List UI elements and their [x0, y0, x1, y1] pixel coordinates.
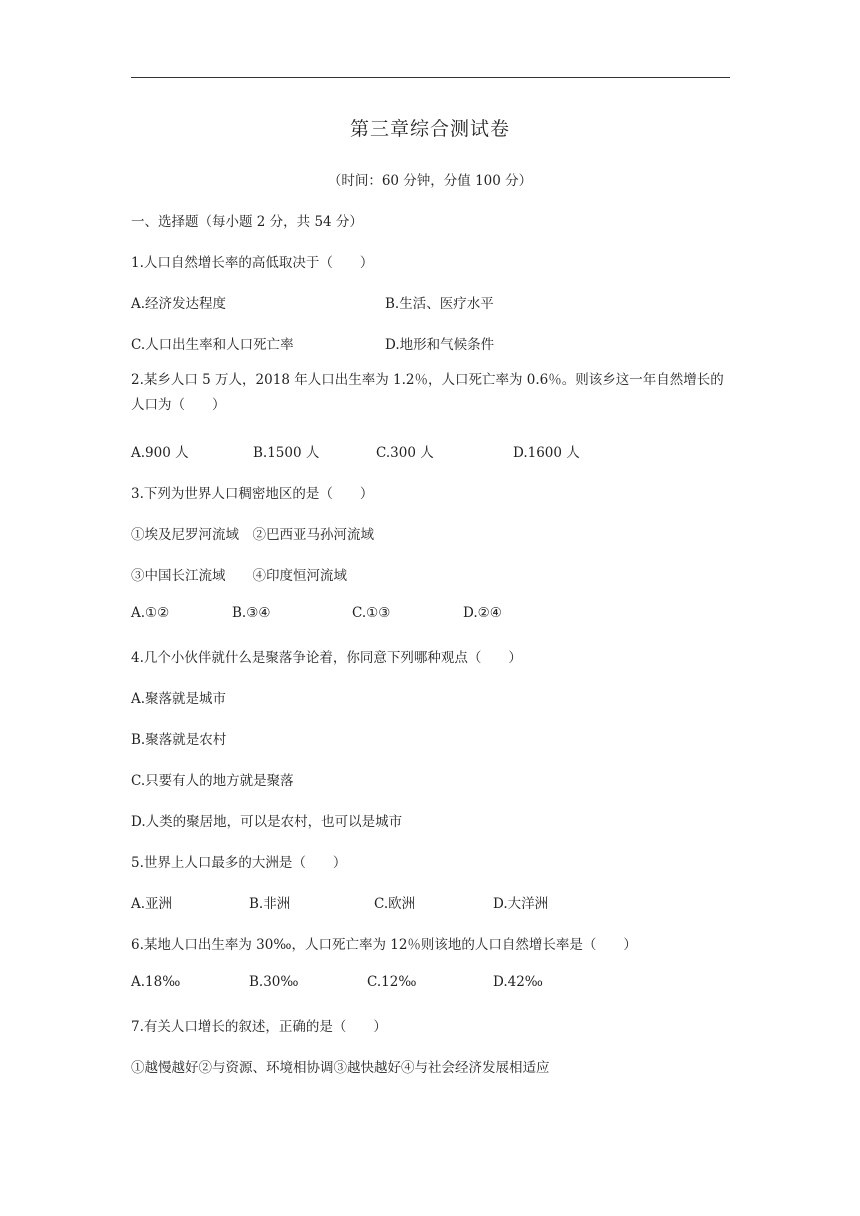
question-1-option-c: C.人口出生率和人口死亡率: [131, 337, 294, 353]
question-7-item-line: ①越慢越好②与资源、环境相协调③越快越好④与社会经济发展相适应: [131, 1060, 550, 1076]
question-7-stem: 7.有关人口增长的叙述，正确的是（ ）: [131, 1019, 387, 1035]
question-4-stem: 4.几个小伙伴就什么是聚落争论着，你同意下列哪种观点（ ）: [131, 650, 522, 666]
question-2-option-c: C.300 人: [376, 445, 434, 461]
question-3-item-line-2: ③中国长江流域 ④印度恒河流域: [131, 568, 347, 584]
question-4-option-b: B.聚落就是农村: [131, 732, 227, 748]
question-4-option-a: A.聚落就是城市: [131, 691, 227, 707]
question-6-stem: 6.某地人口出生率为 30‰，人口死亡率为 12％则该地的人口自然增长率是（ ）: [131, 937, 637, 953]
question-5-stem: 5.世界上人口最多的大洲是（ ）: [131, 855, 347, 871]
question-3-option-a: A.①②: [131, 605, 170, 621]
question-6-option-a: A.18‰: [131, 974, 181, 990]
header-rule: [131, 77, 730, 78]
question-1-option-a: A.经济发达程度: [131, 296, 227, 312]
question-5-option-a: A.亚洲: [131, 896, 173, 912]
question-4-option-d: D.人类的聚居地，可以是农村，也可以是城市: [131, 814, 403, 830]
question-2-option-b: B.1500 人: [253, 445, 320, 461]
section-heading: 一、选择题（每小题 2 分，共 54 分）: [131, 214, 363, 230]
question-3-option-d: D.②④: [463, 605, 502, 621]
question-1-stem: 1.人口自然增长率的高低取决于（ ）: [131, 255, 374, 271]
question-3-option-c: C.①③: [352, 605, 391, 621]
question-5-option-c: C.欧洲: [374, 896, 416, 912]
question-2-option-a: A.900 人: [131, 445, 189, 461]
exam-info: （时间：60 分钟，分值 100 分）: [327, 173, 533, 189]
question-2-option-d: D.1600 人: [513, 445, 580, 461]
question-3-stem: 3.下列为世界人口稠密地区的是（ ）: [131, 486, 374, 502]
question-5-option-d: D.大洋洲: [493, 896, 549, 912]
question-1-option-b: B.生活、医疗水平: [385, 296, 494, 312]
question-3-option-b: B.③④: [232, 605, 271, 621]
question-6-option-d: D.42‰: [493, 974, 543, 990]
question-4-option-c: C.只要有人的地方就是聚落: [131, 773, 294, 789]
question-3-item-line-1: ①埃及尼罗河流域 ②巴西亚马孙河流域: [131, 527, 374, 543]
question-6-option-c: C.12‰: [367, 974, 417, 990]
page-title: 第三章综合测试卷: [349, 118, 510, 140]
question-2-stem: 2.某乡人口 5 万人，2018 年人口出生率为 1.2％，人口死亡率为 0.6％。则该乡这一年自然增长的人口为（ ）: [131, 372, 724, 413]
question-6-option-b: B.30‰: [249, 974, 299, 990]
question-5-option-b: B.非洲: [249, 896, 291, 912]
question-1-option-d: D.地形和气候条件: [385, 337, 495, 353]
